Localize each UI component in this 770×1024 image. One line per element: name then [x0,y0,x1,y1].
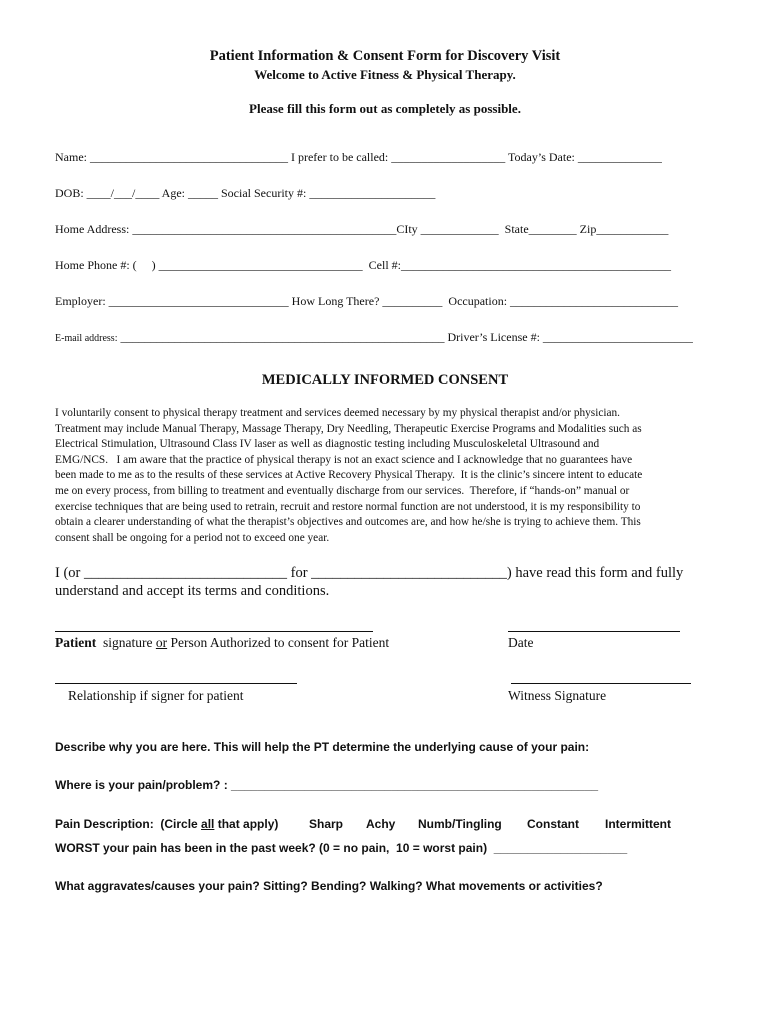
phone-row[interactable]: Home Phone #: ( ) __________________________________ Cell #:_____________________________________________ [55,258,671,272]
acknowledgement-line-2: understand and accept its terms and conditions. [55,583,330,599]
employer-row[interactable]: Employer: ______________________________ How Long There? __________ Occupation: ____________________________ [55,294,679,308]
witness-label: Witness Signature [508,688,607,703]
witness-line[interactable] [511,683,691,684]
consent-line: exercise techniques that are being used to retrain, recruit and restore normal function are not understood, it is my responsibility to [55,500,641,513]
date-line[interactable] [508,631,680,632]
relationship-label: Relationship if signer for patient [68,688,244,703]
consent-line: consent shall be ongoing for a period not to exceed one year. [55,531,330,544]
consent-paragraph [55,406,715,546]
pain-description-suffix: that apply) [214,817,279,831]
consent-line: me on every process, from billing to treatment and eventually discharge from our services. Therefore, if “hands-on” manual or [55,484,630,497]
form-title: Patient Information & Consent Form for Discovery Visit [209,48,561,64]
relationship-line[interactable] [55,683,297,684]
instruction-line: Please fill this form out as completely as possible. [249,101,521,116]
acknowledgement-line[interactable]: I (or ____________________________ for ___________________________) have read this form and fully [55,565,684,581]
address-row[interactable]: Home Address: ____________________________________________CIty _____________ State________ Zip____________ [55,222,669,236]
worst-pain-field[interactable]: WORST your pain has been in the past week? (0 = no pain, 10 = worst pain) ____________________ [55,841,628,855]
consent-line: Electrical Stimulation, Ultrasound Class IV laser as well as diagnostic testing including Musculoskeletal Ultrasound and [55,438,600,451]
patient-word: Patient [55,635,97,650]
option-sharp[interactable]: Sharp [309,817,344,831]
pain-description-prefix: Pain Description: (Circle [55,817,202,831]
all-word: all [201,817,215,831]
option-numb-tingling[interactable]: Numb/Tingling [418,817,502,831]
consent-heading: MEDICALLY INFORMED CONSENT [261,372,509,388]
consent-line: obtain a clearer understanding of what the therapist’s objectives and outcomes are, and how he/she is trying to achieve them. This [55,516,641,529]
name-row[interactable]: Name: _________________________________ I prefer to be called: ___________________ Today’s Date: ______________ [55,150,662,164]
option-achy[interactable]: Achy [366,817,396,831]
consent-line: Treatment may include Manual Therapy, Massage Therapy, Dry Needling, Therapeutic Exercise Programs and Modalities such as [55,422,642,435]
consent-line: I voluntarily consent to physical therapy treatment and services deemed necessary by my physical therapist and/or physician. [55,407,620,419]
email-license-fields[interactable]: ______________________________________________________ Driver’s License #: _________________________ [117,330,693,344]
describe-prompt: Describe why you are here. This will help the PT determine the underlying cause of your pain: [55,740,590,754]
option-constant[interactable]: Constant [527,817,579,831]
or-word: or [155,635,168,650]
option-intermittent[interactable]: Intermittent [605,817,671,831]
consent-line: EMG/NCS. I am aware that the practice of physical therapy is not an exact science and I acknowledge that no guarantees have [55,453,633,466]
date-label: Date [508,635,534,650]
aggravates-prompt: What aggravates/causes your pain? Sitting? Bending? Walking? What movements or activities? [55,879,603,893]
email-label: E-mail address: [55,333,118,344]
email-row[interactable] [55,330,693,345]
dob-row[interactable]: DOB: ____/___/____ Age: _____ Social Security #: _____________________ [55,186,436,200]
authorized-text: Person Authorized to consent for Patient [167,635,390,650]
consent-line: been made to me as to the results of these services at Active Recovery Physical Therapy. It is the clinic’s sincere intent to educate [55,469,643,482]
patient-signature-line[interactable] [55,631,373,632]
signature-word: signature [96,635,156,650]
pain-location-field[interactable]: Where is your pain/problem? : _______________________________________________________ [55,778,599,792]
patient-signature-label [55,635,389,651]
welcome-line: Welcome to Active Fitness & Physical Therapy. [254,67,516,82]
pain-description-label [55,817,278,831]
